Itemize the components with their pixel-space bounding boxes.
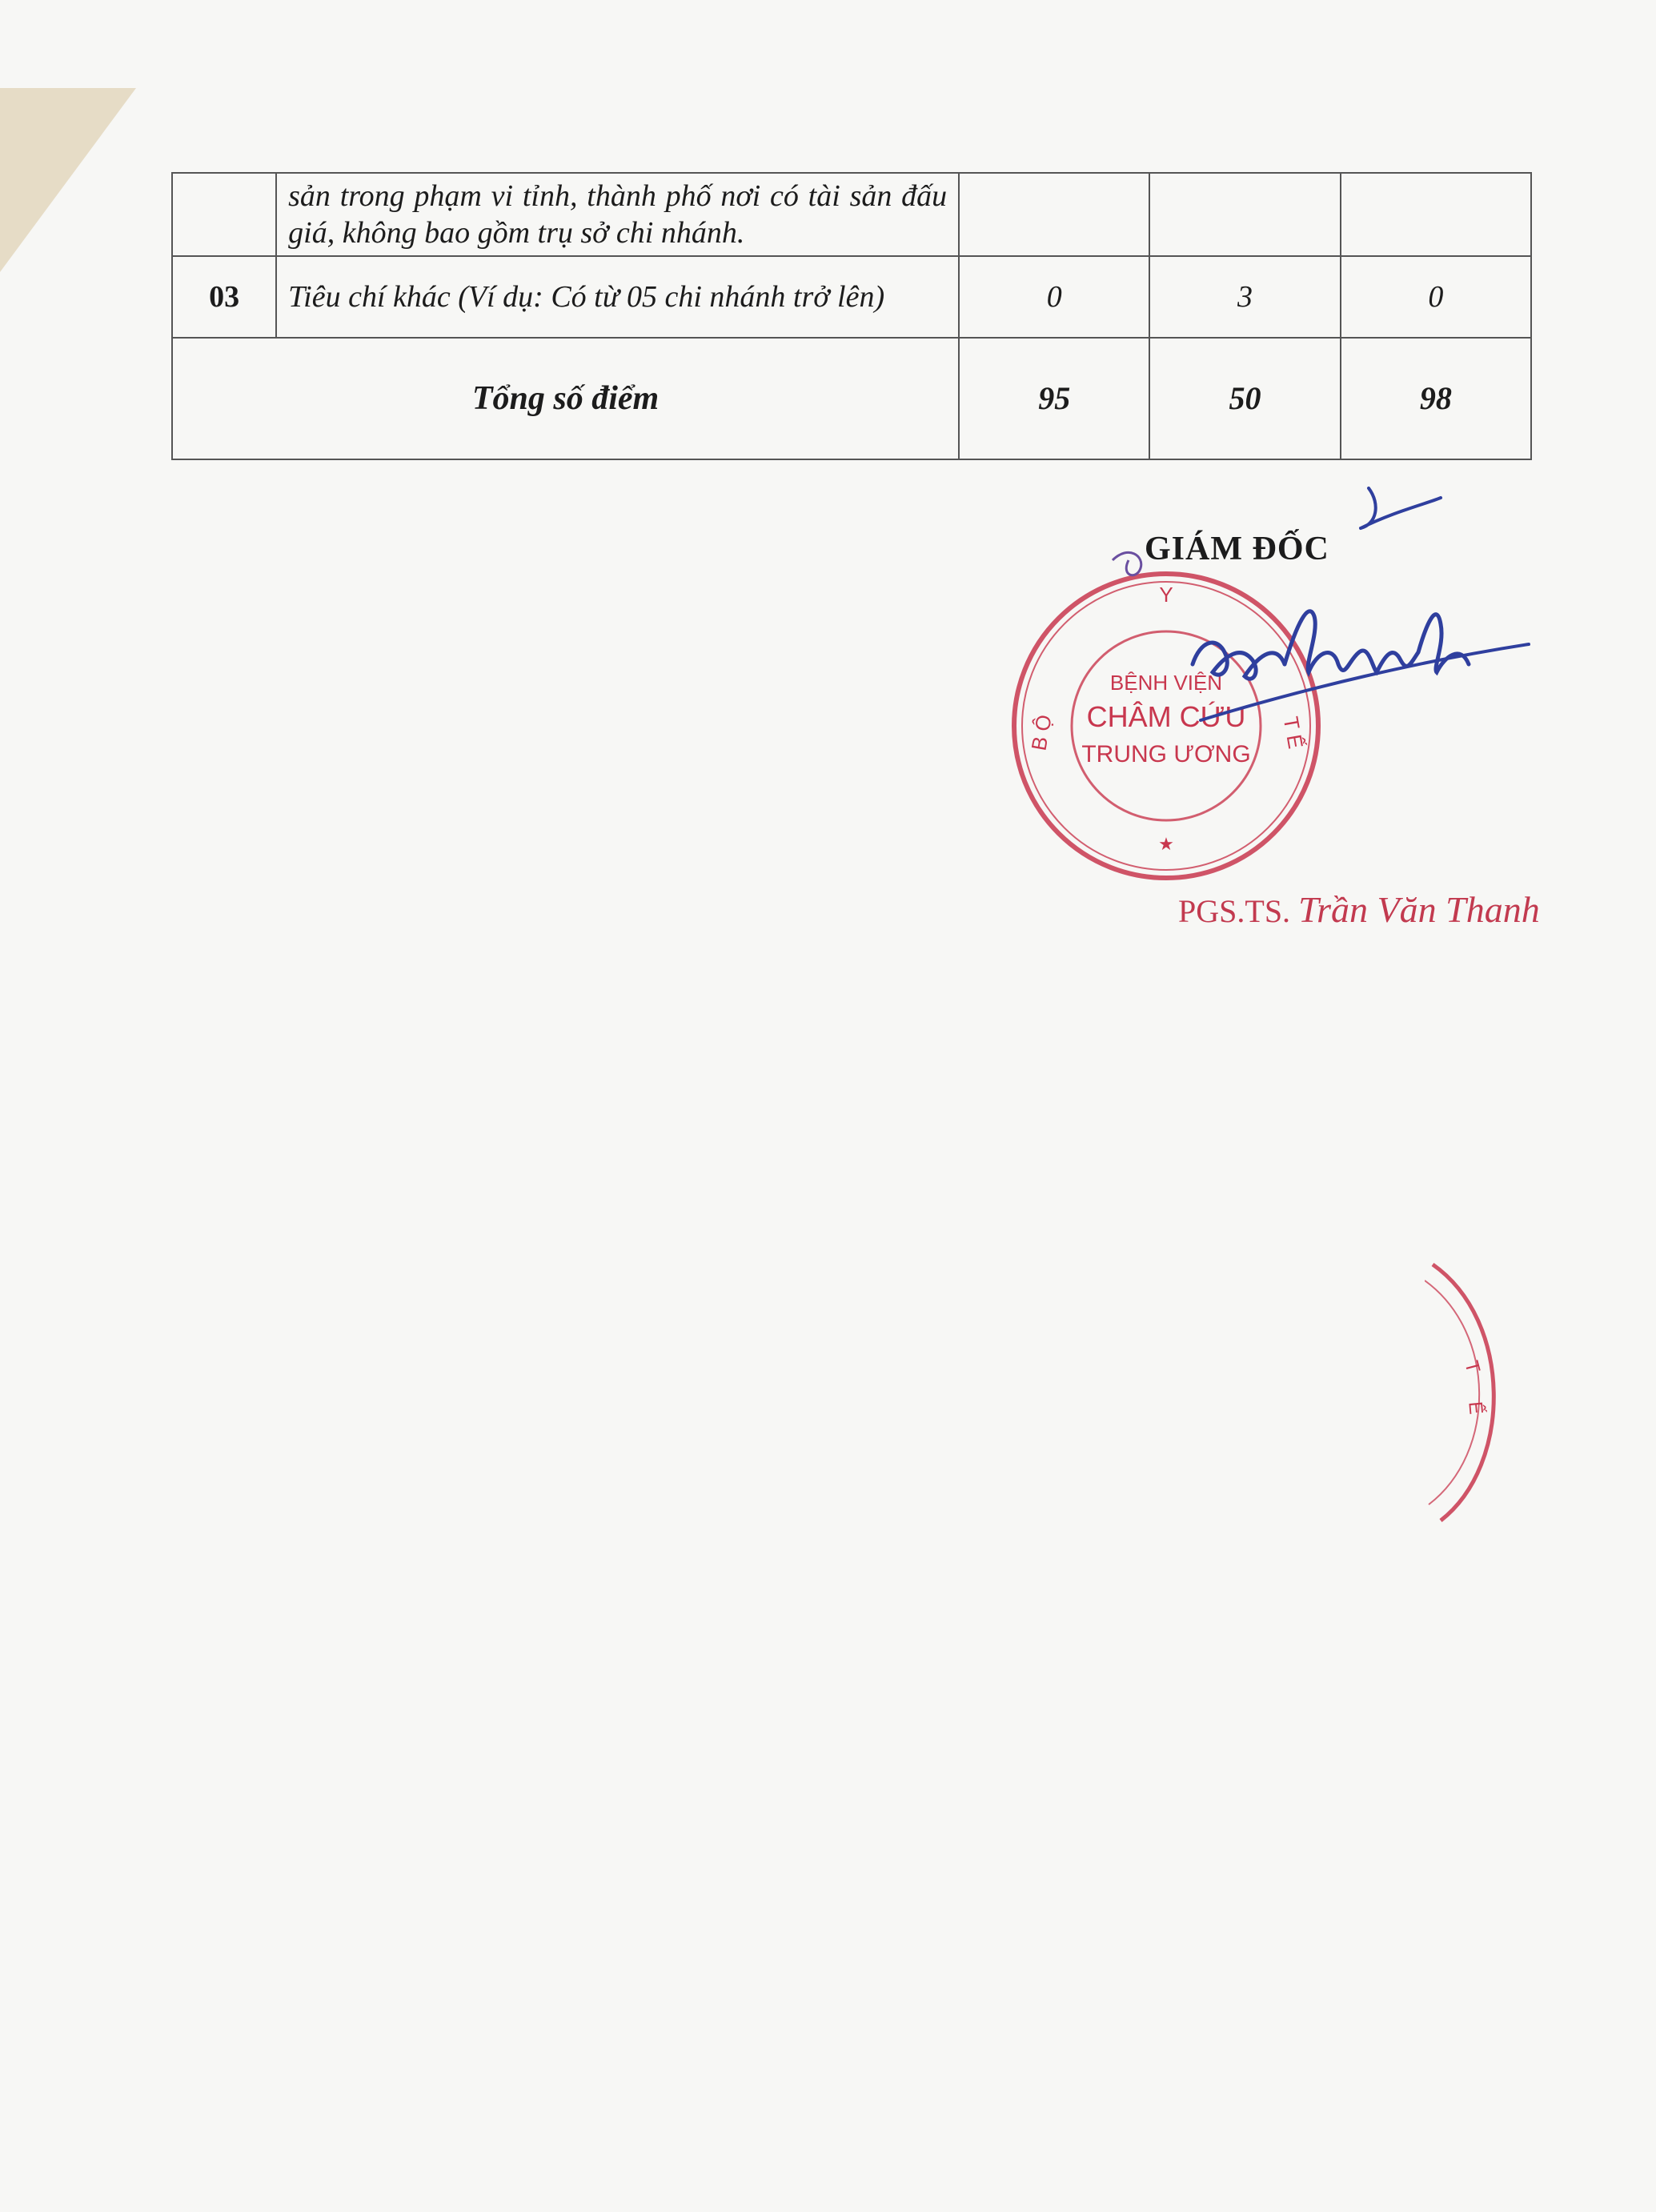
stamp-ring-left: B Ộ — [1026, 712, 1057, 753]
score-table — [171, 172, 1532, 460]
criterion-cell: Tiêu chí khác (Ví dụ: Có từ 05 chi nhánh trở lên) — [276, 256, 959, 338]
paper-corner — [0, 88, 136, 272]
signer-degree: PGS.TS. — [1178, 893, 1291, 929]
row-number-cell: 03 — [172, 256, 276, 338]
partial-stamp-letter: T — [1460, 1358, 1485, 1376]
score-cell: 3 — [1149, 256, 1340, 338]
handwritten-signature — [1105, 480, 1537, 744]
row-number-cell — [172, 173, 276, 256]
partial-stamp — [1425, 1256, 1521, 1529]
score-cell — [959, 173, 1149, 256]
total-score: 98 — [1341, 338, 1531, 459]
stamp-line3: TRUNG ƯƠNG — [1081, 741, 1251, 767]
total-score: 50 — [1149, 338, 1340, 459]
score-cell — [1149, 173, 1340, 256]
score-cell — [1341, 173, 1531, 256]
partial-stamp-letter: Ế — [1464, 1401, 1487, 1416]
total-label: Tổng số điểm — [172, 338, 959, 459]
signer-name: Trần Văn Thanh — [1298, 889, 1540, 930]
stamp-ring-top: Y — [1159, 583, 1173, 607]
signer-name-line — [1178, 888, 1540, 931]
criterion-cell: sản trong phạm vi tỉnh, thành phố nơi có tài sản đấu giá, không bao gồm trụ sở chi nhánh. — [276, 173, 959, 256]
stamp-line1: BỆNH VIỆN — [1109, 671, 1223, 695]
score-cell: 0 — [1341, 256, 1531, 338]
stamp-ring-right: T Ế — [1278, 715, 1309, 751]
score-cell: 0 — [959, 256, 1149, 338]
stamp-star-icon: ★ — [1158, 835, 1174, 855]
signature-title: GIÁM ĐỐC — [1145, 531, 1329, 567]
table-row — [172, 173, 1531, 256]
table-row — [172, 256, 1531, 338]
total-score: 95 — [959, 338, 1149, 459]
stamp-line2: CHÂM CỨU — [1086, 700, 1246, 733]
total-row — [172, 338, 1531, 459]
